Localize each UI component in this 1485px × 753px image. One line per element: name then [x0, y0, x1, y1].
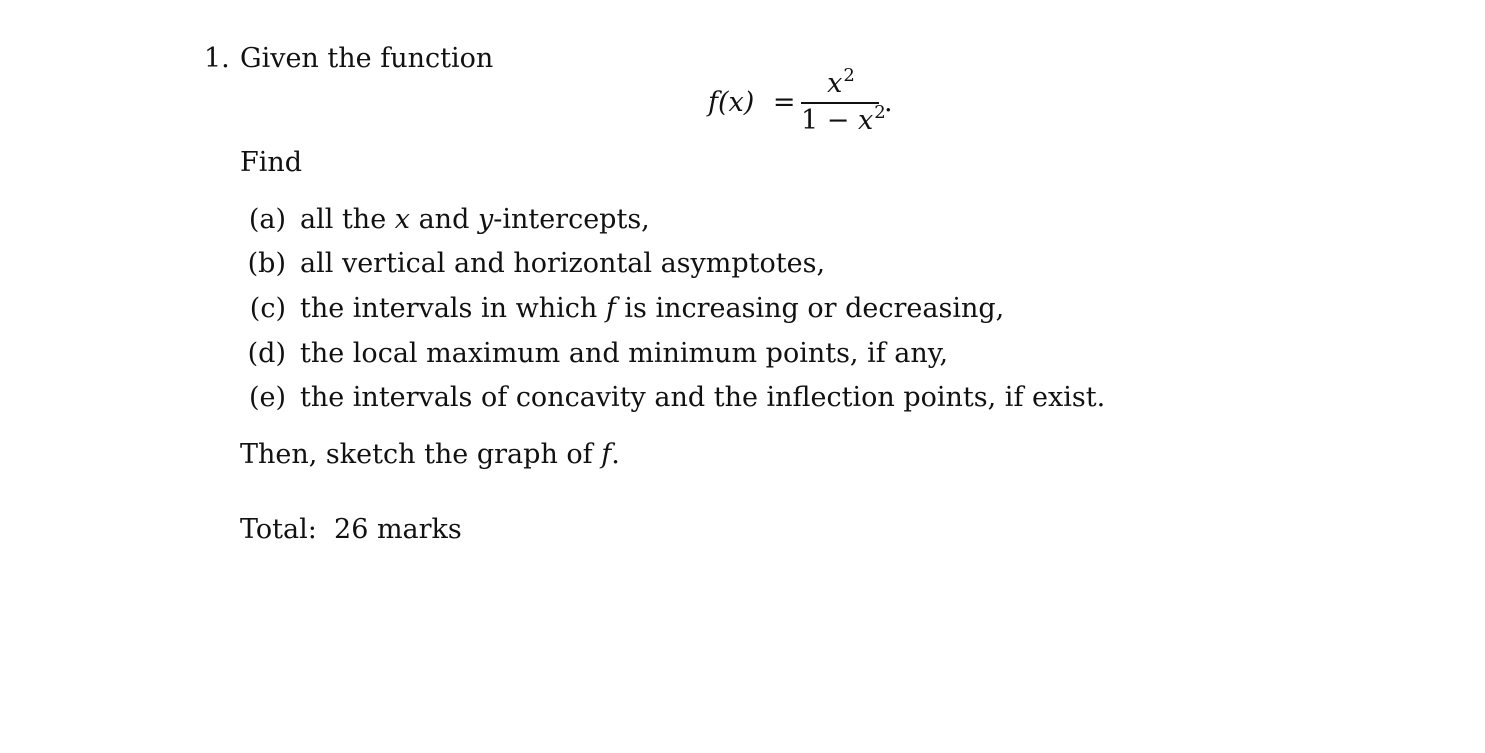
find-label: Find — [240, 147, 303, 178]
item-label: (c) — [249, 293, 286, 324]
numerator-variable: x — [827, 68, 843, 99]
question-intro: Given the function — [240, 43, 494, 74]
formula-denominator — [801, 102, 886, 136]
item-label: (a) — [248, 204, 286, 235]
question-number: 1. — [204, 43, 230, 74]
item-label: (b) — [247, 248, 286, 279]
total-marks: Total: 26 marks — [240, 514, 462, 545]
item-text: the local maximum and minimum points, if any, — [300, 338, 949, 369]
denominator-prefix: 1 − — [801, 105, 858, 136]
denominator-variable: x — [857, 105, 874, 136]
formula-equals: = — [772, 87, 796, 118]
sketch-instruction: Then, sketch the graph of f. — [240, 439, 620, 470]
fraction-bar — [801, 102, 879, 104]
formula-lhs — [708, 89, 796, 116]
item-text: all vertical and horizontal asymptotes, — [300, 248, 826, 279]
item-text: the intervals of concavity and the inflection points, if exist. — [300, 382, 1106, 413]
numerator-exponent: 2 — [843, 65, 855, 86]
formula-terminator: . — [884, 87, 893, 118]
item-text: the intervals in which f is increasing or decreasing, — [300, 293, 1005, 324]
item-label: (e) — [248, 382, 286, 413]
item-label: (d) — [247, 338, 286, 369]
formula-function-name: f(x) — [708, 87, 755, 118]
item-text: all the x and y-intercepts, — [300, 204, 650, 235]
denominator-exponent: 2 — [874, 102, 886, 123]
formula-numerator — [801, 65, 881, 99]
